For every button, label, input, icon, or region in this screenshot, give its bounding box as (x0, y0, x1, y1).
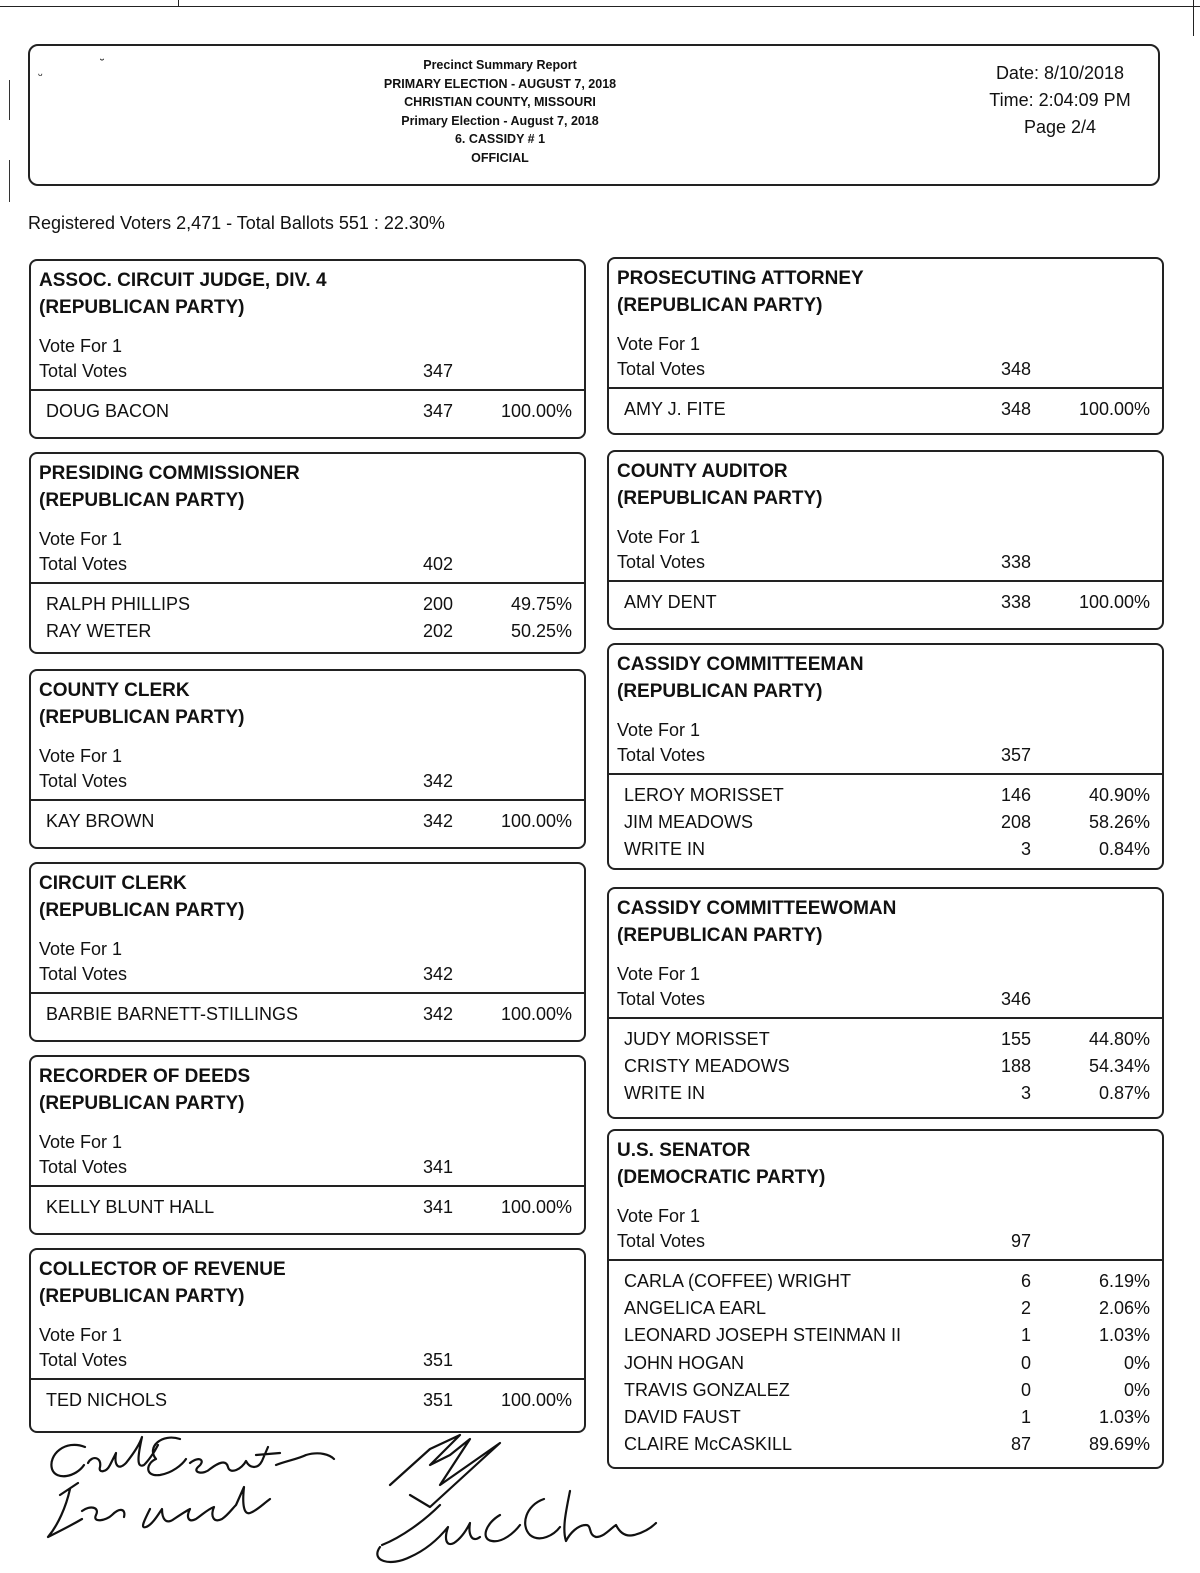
total-votes-value: 338 (1000, 552, 1031, 572)
candidate-votes: 3 (1020, 839, 1031, 860)
race-box (29, 669, 586, 849)
race-box (607, 450, 1164, 630)
candidate-name: WRITE IN (624, 1083, 705, 1104)
race-title (617, 265, 864, 319)
precinct-name: 6. CASSIDY # 1 (454, 132, 546, 146)
candidate-row (609, 399, 1162, 426)
candidate-votes: 351 (422, 1390, 453, 1410)
candidate-row (609, 1083, 1162, 1110)
top-rule (0, 6, 1200, 7)
office-name: COLLECTOR OF REVENUE (39, 1259, 286, 1280)
candidate-percent: 50.25% (510, 621, 572, 642)
candidate-percent: 0.84% (1098, 839, 1150, 860)
candidate-name: RAY WETER (46, 621, 152, 642)
office-name: U.S. SENATOR (617, 1140, 751, 1161)
candidate-percent: 40.90% (1088, 785, 1150, 805)
candidate-name: KELLY BLUNT HALL (46, 1197, 215, 1217)
candidate-votes: 202 (422, 621, 453, 642)
vote-for-label: Vote For 1 (617, 527, 701, 547)
race-box (29, 1055, 586, 1235)
candidate-votes: 347 (422, 401, 453, 421)
total-votes-label: Total Votes (617, 745, 706, 765)
race-divider (31, 1378, 584, 1380)
party-name: (REPUBLICAN PARTY) (39, 490, 245, 511)
total-votes-value: 341 (422, 1157, 453, 1177)
race-divider (609, 773, 1162, 775)
office-name: ASSOC. CIRCUIT JUDGE, DIV. 4 (39, 270, 327, 291)
race-divider (31, 1185, 584, 1187)
candidate-row (31, 401, 584, 428)
scan-speck-icon: ᵕ (38, 68, 43, 82)
candidate-name: JOHN HOGAN (624, 1352, 745, 1373)
candidate-percent: 89.69% (1088, 1434, 1150, 1455)
candidate-votes: 6 (1020, 1271, 1031, 1291)
total-votes-label: Total Votes (39, 554, 128, 574)
total-votes-value: 357 (1000, 745, 1031, 765)
candidate-row (31, 1004, 584, 1031)
election-name: PRIMARY ELECTION - AUGUST 7, 2018 (383, 76, 617, 91)
race-divider (609, 1259, 1162, 1261)
total-votes-label: Total Votes (39, 1157, 128, 1177)
vote-for-label: Vote For 1 (617, 720, 701, 740)
candidate-votes: 0 (1020, 1352, 1031, 1373)
report-date: Date: 8/10/2018 (995, 63, 1125, 83)
candidate-votes: 3 (1020, 1083, 1031, 1104)
candidate-percent: 0% (1123, 1379, 1150, 1400)
candidate-name: ANGELICA EARL (624, 1298, 767, 1319)
race-divider (609, 580, 1162, 582)
candidate-row (609, 839, 1162, 866)
total-votes-value: 351 (422, 1350, 453, 1370)
candidate-name: RALPH PHILLIPS (46, 594, 191, 614)
candidate-row (31, 621, 584, 648)
candidate-name: TED NICHOLS (46, 1390, 168, 1410)
total-votes-value: 402 (422, 554, 453, 574)
office-name: CASSIDY COMMITTEEMAN (617, 654, 864, 675)
total-votes-label: Total Votes (617, 359, 706, 379)
candidate-votes: 200 (422, 594, 453, 614)
party-name: (REPUBLICAN PARTY) (617, 681, 823, 702)
candidate-name: CLAIRE McCASKILL (624, 1434, 793, 1455)
race-title (617, 651, 864, 705)
candidate-row (609, 1380, 1162, 1407)
candidate-votes: 87 (1010, 1434, 1031, 1455)
vote-for-label: Vote For 1 (39, 529, 123, 549)
candidate-votes: 155 (1000, 1029, 1031, 1049)
race-title (39, 677, 244, 731)
signature-3 (377, 1435, 656, 1562)
candidate-name: JIM MEADOWS (624, 812, 753, 833)
race-box (607, 887, 1164, 1119)
candidate-row (609, 1271, 1162, 1298)
total-votes-value: 348 (1000, 359, 1031, 379)
candidate-percent: 49.75% (510, 594, 572, 614)
signature-1 (51, 1437, 334, 1476)
total-votes-label: Total Votes (617, 1231, 706, 1251)
vote-for-label: Vote For 1 (39, 336, 123, 356)
party-name: (REPUBLICAN PARTY) (39, 900, 245, 921)
vote-for-label: Vote For 1 (617, 334, 701, 354)
candidate-percent: 0% (1123, 1352, 1150, 1373)
report-meta (970, 60, 1150, 141)
candidate-percent: 100.00% (500, 811, 572, 831)
candidate-votes: 341 (422, 1197, 453, 1217)
race-title (39, 1256, 286, 1310)
race-divider (31, 582, 584, 584)
report-title-block (330, 56, 670, 167)
candidate-votes: 188 (1000, 1056, 1031, 1077)
candidate-percent: 6.19% (1098, 1271, 1150, 1291)
total-votes-label: Total Votes (39, 964, 128, 984)
total-votes-label: Total Votes (39, 361, 128, 381)
race-box (29, 452, 586, 654)
race-box (29, 259, 586, 439)
total-votes-label: Total Votes (39, 1350, 128, 1370)
candidate-votes: 208 (1000, 812, 1031, 833)
candidate-row (609, 812, 1162, 839)
race-title (39, 870, 244, 924)
race-box (607, 643, 1164, 870)
candidate-row (609, 1353, 1162, 1380)
candidate-percent: 0.87% (1098, 1083, 1150, 1104)
race-title (617, 1137, 825, 1191)
candidate-votes: 146 (1000, 785, 1031, 805)
candidate-percent: 100.00% (1078, 399, 1150, 419)
report-title: Precinct Summary Report (423, 58, 577, 72)
candidate-name: KAY BROWN (46, 811, 155, 831)
total-votes-value: 97 (1010, 1231, 1031, 1251)
candidate-percent: 58.26% (1088, 812, 1150, 833)
candidate-percent: 54.34% (1088, 1056, 1150, 1077)
candidate-votes: 0 (1020, 1379, 1031, 1400)
party-name: (DEMOCRATIC PARTY) (617, 1167, 826, 1188)
race-box (607, 257, 1164, 435)
candidate-name: BARBIE BARNETT-STILLINGS (46, 1004, 299, 1024)
race-divider (31, 992, 584, 994)
party-name: (REPUBLICAN PARTY) (39, 1286, 245, 1307)
handwritten-signatures (30, 1425, 670, 1570)
candidate-row (609, 1298, 1162, 1325)
candidate-votes: 342 (422, 1004, 453, 1024)
election-subtitle: Primary Election - August 7, 2018 (401, 113, 599, 128)
total-votes-value: 347 (422, 361, 453, 381)
race-title (617, 458, 822, 512)
race-title (617, 895, 896, 949)
candidate-name: CRISTY MEADOWS (624, 1056, 790, 1077)
candidate-row (609, 1407, 1162, 1434)
right-edge-rule (1193, 0, 1194, 36)
candidate-row (609, 785, 1162, 812)
total-votes-label: Total Votes (617, 552, 706, 572)
candidate-percent: 100.00% (500, 1390, 572, 1410)
candidate-votes: 1 (1020, 1325, 1031, 1346)
candidate-percent: 2.06% (1098, 1298, 1150, 1319)
candidate-votes: 2 (1020, 1298, 1031, 1319)
candidate-row (609, 1434, 1162, 1461)
candidate-percent: 1.03% (1098, 1325, 1150, 1346)
page-number: Page 2/4 (1023, 117, 1097, 137)
party-name: (REPUBLICAN PARTY) (39, 707, 245, 728)
office-name: COUNTY CLERK (39, 680, 190, 701)
candidate-row (31, 1390, 584, 1417)
candidate-row (31, 811, 584, 838)
total-votes-value: 346 (1000, 989, 1031, 1009)
total-votes-label: Total Votes (39, 771, 128, 791)
vote-for-label: Vote For 1 (39, 746, 123, 766)
report-header (28, 44, 1160, 186)
candidate-name: AMY J. FITE (624, 399, 726, 419)
race-title (39, 460, 300, 514)
office-name: CIRCUIT CLERK (39, 873, 187, 894)
report-status: OFFICIAL (471, 150, 529, 165)
scan-mark (9, 160, 10, 202)
party-name: (REPUBLICAN PARTY) (617, 295, 823, 316)
party-name: (REPUBLICAN PARTY) (617, 925, 823, 946)
race-divider (609, 387, 1162, 389)
candidate-name: LEONARD JOSEPH STEINMAN II (624, 1325, 902, 1346)
race-box (29, 862, 586, 1042)
candidate-percent: 1.03% (1098, 1407, 1150, 1427)
total-votes-value: 342 (422, 964, 453, 984)
party-name: (REPUBLICAN PARTY) (39, 1093, 245, 1114)
vote-for-label: Vote For 1 (39, 1132, 123, 1152)
race-divider (31, 799, 584, 801)
vote-for-label: Vote For 1 (617, 964, 701, 984)
candidate-votes: 342 (422, 811, 453, 831)
total-votes-label: Total Votes (617, 989, 706, 1009)
candidate-name: WRITE IN (624, 839, 705, 860)
race-title (39, 267, 327, 321)
candidate-name: DOUG BACON (46, 401, 170, 421)
vote-for-label: Vote For 1 (39, 939, 123, 959)
candidate-votes: 1 (1020, 1407, 1031, 1427)
scan-mark (9, 80, 10, 120)
candidate-percent: 100.00% (500, 1197, 572, 1217)
candidate-name: JUDY MORISSET (624, 1029, 770, 1049)
candidate-votes: 338 (1000, 592, 1031, 612)
total-votes-value: 342 (422, 771, 453, 791)
vote-for-label: Vote For 1 (617, 1206, 701, 1226)
top-rule-tick (178, 0, 179, 7)
candidate-row (609, 1325, 1162, 1352)
candidate-row (31, 594, 584, 621)
candidate-name: LEROY MORISSET (624, 785, 784, 805)
race-title (39, 1063, 250, 1117)
candidate-row (609, 1029, 1162, 1056)
report-time: Time: 2:04:09 PM (989, 90, 1131, 110)
candidate-votes: 348 (1000, 399, 1031, 419)
registered-voters-line: Registered Voters 2,471 - Total Ballots 551 : 22.30% (28, 213, 445, 233)
candidate-row (609, 1056, 1162, 1083)
candidate-percent: 100.00% (500, 401, 572, 421)
candidate-name: DAVID FAUST (624, 1407, 741, 1427)
race-box (29, 1248, 586, 1433)
candidate-name: TRAVIS GONZALEZ (624, 1379, 790, 1400)
party-name: (REPUBLICAN PARTY) (39, 297, 245, 318)
office-name: CASSIDY COMMITTEEWOMAN (617, 898, 897, 919)
candidate-percent: 100.00% (500, 1004, 572, 1024)
race-divider (31, 389, 584, 391)
candidate-percent: 44.80% (1088, 1029, 1150, 1049)
county-name: CHRISTIAN COUNTY, MISSOURI (404, 95, 596, 109)
vote-for-label: Vote For 1 (39, 1325, 123, 1345)
office-name: PROSECUTING ATTORNEY (617, 268, 864, 289)
race-divider (609, 1017, 1162, 1019)
candidate-row (31, 1197, 584, 1224)
office-name: RECORDER OF DEEDS (39, 1066, 251, 1087)
candidate-name: AMY DENT (624, 592, 717, 612)
office-name: PRESIDING COMMISSIONER (39, 463, 300, 484)
office-name: COUNTY AUDITOR (617, 461, 788, 482)
candidate-name: CARLA (COFFEE) WRIGHT (624, 1271, 852, 1291)
race-box (607, 1129, 1164, 1469)
party-name: (REPUBLICAN PARTY) (617, 488, 823, 509)
signature-2 (48, 1483, 270, 1537)
candidate-row (609, 592, 1162, 619)
candidate-percent: 100.00% (1078, 592, 1150, 612)
